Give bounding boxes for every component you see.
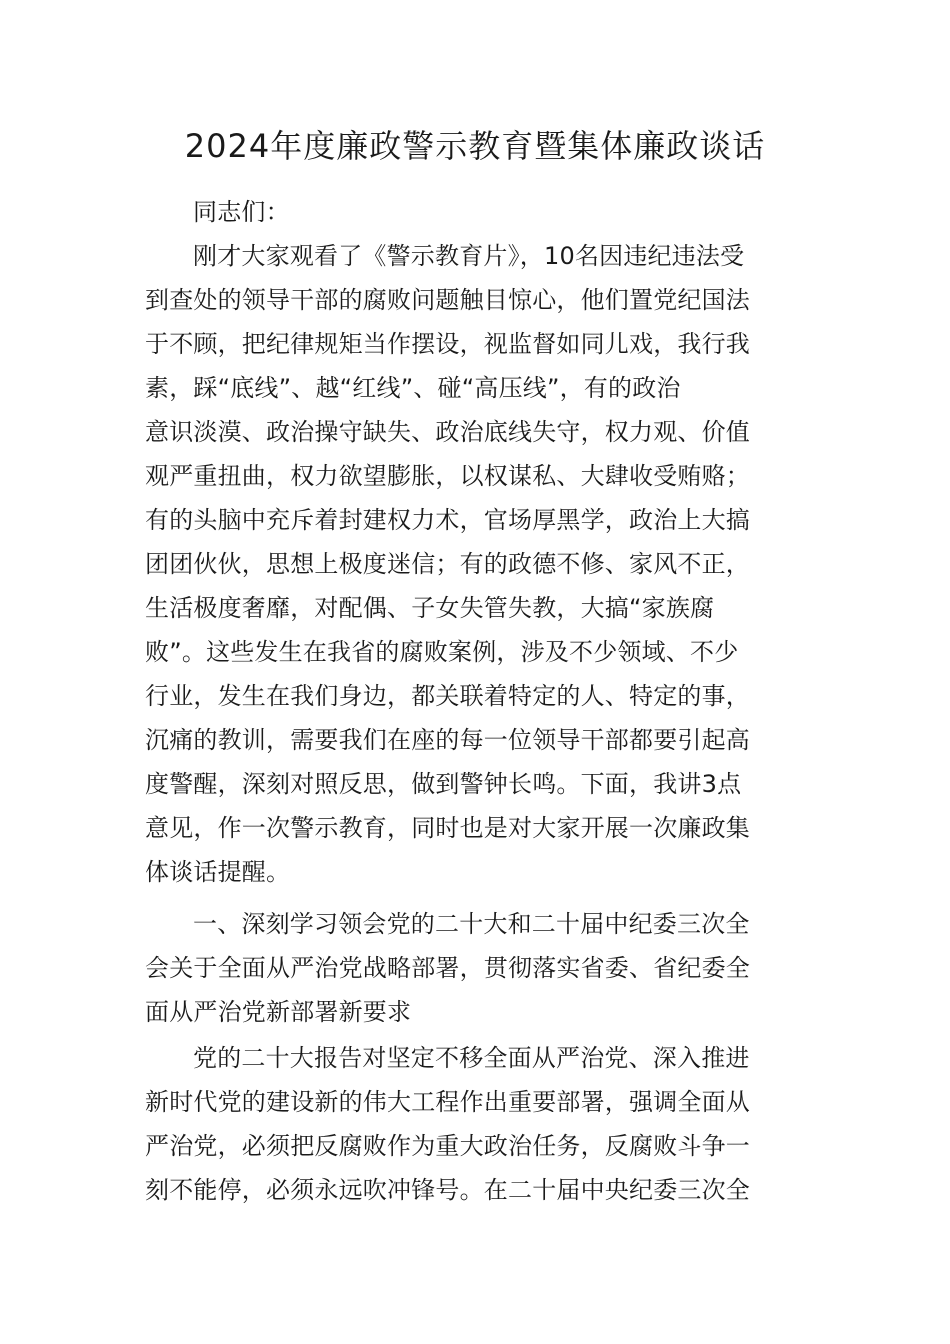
paragraph-line: 体谈话提醒。	[145, 858, 291, 886]
paragraph-line: 新时代党的建设新的伟大工程作出重要部署，强调全面从	[145, 1088, 750, 1116]
paragraph-line: 意见，作一次警示教育，同时也是对大家开展一次廉政集	[145, 814, 750, 842]
paragraph-line: 党的二十大报告对坚定不移全面从严治党、深入推进	[193, 1044, 750, 1072]
paragraph-line: 刻不能停，必须永远吹冲锋号。在二十届中央纪委三次全	[145, 1176, 750, 1204]
salutation: 同志们：	[193, 198, 290, 226]
paragraph-line: 度警醒，深刻对照反思，做到警钟长鸣。下面，我讲3点	[145, 770, 742, 798]
paragraph-line: 沉痛的教训，需要我们在座的每一位领导干部都要引起高	[145, 726, 750, 754]
section-heading-line: 一、深刻学习领会党的二十大和二十届中纪委三次全	[193, 910, 750, 938]
paragraph-line: 严治党，必须把反腐败作为重大政治任务，反腐败斗争一	[145, 1132, 750, 1160]
section-heading-line: 面从严治党新部署新要求	[145, 998, 412, 1026]
document-title: 2024年度廉政警示教育暨集体廉政谈话	[184, 127, 766, 165]
paragraph-line: 有的头脑中充斥着封建权力术，官场厚黑学，政治上大搞	[145, 506, 750, 534]
paragraph-line: 团团伙伙，思想上极度迷信；有的政德不修、家风不正，	[145, 550, 750, 578]
paragraph-line: 观严重扭曲，权力欲望膨胀，以权谋私、大肆收受贿赂；	[145, 462, 750, 490]
paragraph-line: 素，踩“底线”、越“红线”、碰“高压线”，有的政治	[145, 374, 681, 402]
paragraph-line: 刚才大家观看了《警示教育片》，10名因违纪违法受	[193, 242, 745, 270]
paragraph-line: 意识淡漠、政治操守缺失、政治底线失守，权力观、价值	[145, 418, 750, 446]
paragraph-line: 于不顾，把纪律规矩当作摆设，视监督如同儿戏，我行我	[145, 330, 750, 358]
paragraph-line: 到查处的领导干部的腐败问题触目惊心，他们置党纪国法	[145, 286, 750, 314]
paragraph-line: 败”。这些发生在我省的腐败案例，涉及不少领域、不少	[145, 638, 739, 666]
paragraph-line: 生活极度奢靡，对配偶、子女失管失教，大搞“家族腐	[145, 594, 715, 622]
paragraph-line: 行业，发生在我们身边，都关联着特定的人、特定的事，	[145, 682, 750, 710]
section-heading-line: 会关于全面从严治党战略部署，贯彻落实省委、省纪委全	[145, 954, 750, 982]
